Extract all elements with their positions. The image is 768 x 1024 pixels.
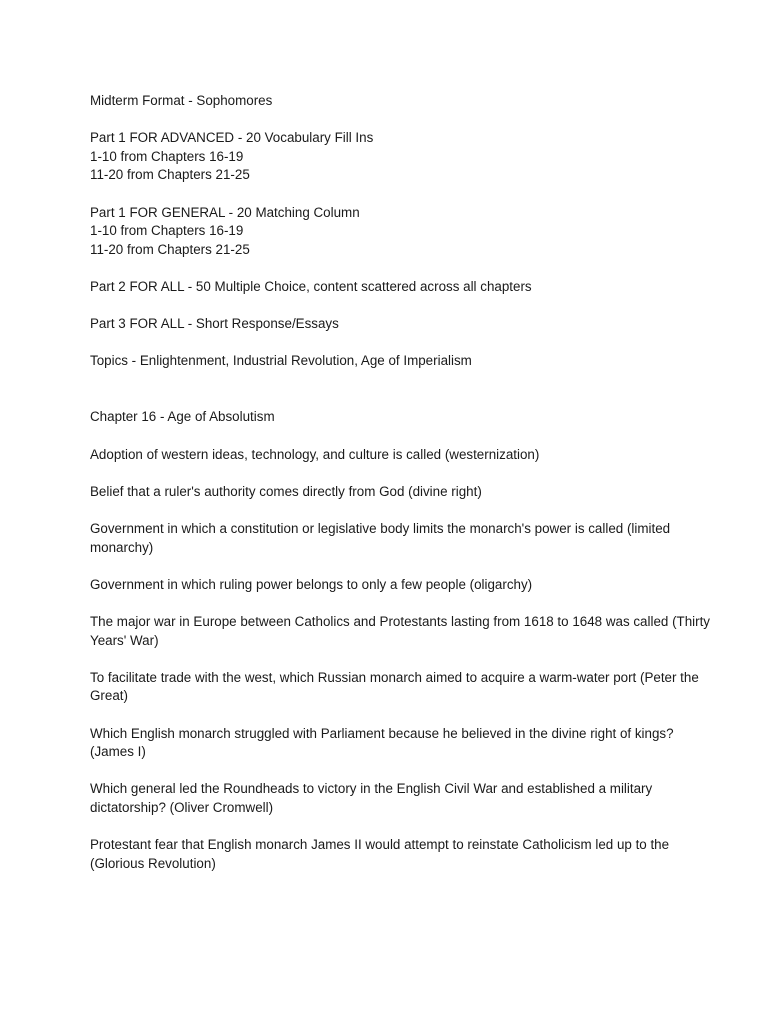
study-item: Which general led the Roundheads to victory in the English Civil War and established a military dictatorship? (Oliver Cromwell) <box>90 781 653 815</box>
topics-line: Topics - Enlightenment, Industrial Revolution, Age of Imperialism <box>90 353 472 369</box>
part1-general-line: 1-10 from Chapters 16-19 <box>90 223 244 239</box>
part1-advanced-line: 11-20 from Chapters 21-25 <box>90 167 250 183</box>
study-item: Government in which a constitution or legislative body limits the monarch's power is called (limited monarchy) <box>90 520 671 555</box>
study-item: Belief that a ruler's authority comes directly from God (divine right) <box>90 483 482 499</box>
study-item: Adoption of western ideas, technology, and culture is called (westernization) <box>90 446 540 462</box>
document-page <box>90 92 710 873</box>
part1-general-heading: Part 1 FOR GENERAL - 20 Matching Column <box>90 204 360 220</box>
chapter-heading: Chapter 16 - Age of Absolutism <box>90 409 275 425</box>
study-item: To facilitate trade with the west, which Russian monarch aimed to acquire a warm-water port (Peter the Great) <box>90 669 699 704</box>
study-item: Which English monarch struggled with Parliament because he believed in the divine right of kings? (James I) <box>90 725 674 760</box>
part2-line: Part 2 FOR ALL - 50 Multiple Choice, content scattered across all chapters <box>90 278 532 294</box>
part1-advanced-line: 1-10 from Chapters 16-19 <box>90 148 244 164</box>
document-title: Midterm Format - Sophomores <box>90 93 273 108</box>
part3-line: Part 3 FOR ALL - Short Response/Essays <box>90 316 339 332</box>
part1-advanced-heading: Part 1 FOR ADVANCED - 20 Vocabulary Fill Ins <box>90 130 374 146</box>
study-item: Government in which ruling power belongs to only a few people (oligarchy) <box>90 576 533 592</box>
part1-general-line: 11-20 from Chapters 21-25 <box>90 241 250 257</box>
study-item: The major war in Europe between Catholics and Protestants lasting from 1618 to 1648 was called (Thirty Years' War) <box>90 613 711 648</box>
study-item: Protestant fear that English monarch James II would attempt to reinstate Catholicism led up to the (Glorious Revolution) <box>90 837 670 871</box>
